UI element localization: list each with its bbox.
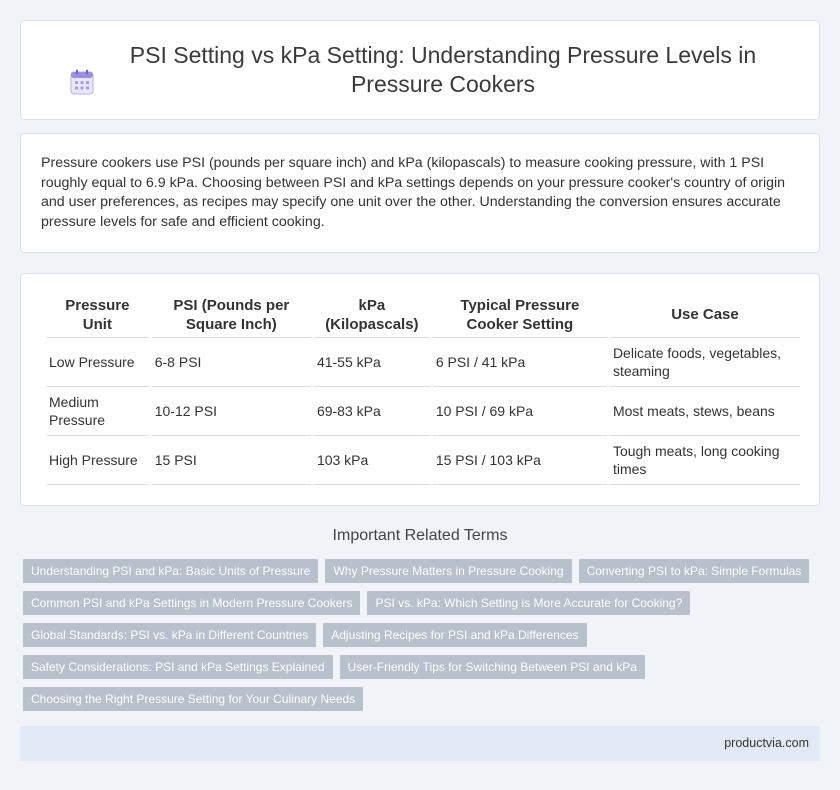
related-tag[interactable]: Global Standards: PSI vs. kPa in Different Countries [23, 623, 316, 647]
table-card [20, 273, 820, 506]
related-tag[interactable]: Converting PSI to kPa: Simple Formulas [579, 559, 810, 583]
column-header: Use Case [610, 292, 800, 338]
header-card [20, 20, 820, 120]
table-cell: Delicate foods, vegetables, steaming [610, 338, 800, 387]
table-cell: 103 kPa [314, 436, 430, 485]
pressure-table [43, 292, 803, 485]
related-tag[interactable]: User-Friendly Tips for Switching Between PSI and kPa [340, 655, 645, 679]
table-cell: 10-12 PSI [152, 387, 311, 436]
table-cell: 6-8 PSI [152, 338, 311, 387]
column-header: kPa (Kilopascals) [314, 292, 430, 338]
intro-card [20, 133, 820, 253]
table-cell: 6 PSI / 41 kPa [433, 338, 607, 387]
tag-row [23, 623, 823, 647]
tag-row [23, 591, 823, 615]
column-header: Typical Pressure Cooker Setting [433, 292, 607, 338]
table-header-row [46, 292, 800, 338]
related-tag[interactable]: Why Pressure Matters in Pressure Cooking [325, 559, 571, 583]
related-tag[interactable]: Understanding PSI and kPa: Basic Units of Pressure [23, 559, 318, 583]
footer-site-link[interactable]: productvia.com [724, 736, 809, 750]
title-wrap [70, 41, 770, 99]
tag-row [23, 687, 823, 711]
related-terms-title: Important Related Terms [332, 527, 508, 544]
related-tags [23, 559, 823, 719]
page-title: PSI Setting vs kPa Setting: Understanding Pressure Levels in Pressure Cookers [129, 42, 757, 97]
tag-row [23, 559, 823, 583]
table-cell: 15 PSI [152, 436, 311, 485]
table-cell: 41-55 kPa [314, 338, 430, 387]
tag-row [23, 655, 823, 679]
footer [20, 726, 820, 761]
related-tag[interactable]: Adjusting Recipes for PSI and kPa Differences [323, 623, 586, 647]
related-tag[interactable]: Common PSI and kPa Settings in Modern Pressure Cookers [23, 591, 360, 615]
table-cell: Medium Pressure [46, 387, 149, 436]
intro-text: Pressure cookers use PSI (pounds per square inch) and kPa (kilopascals) to measure cooking pressure, with 1 PSI roughly equal to 6.9 kPa. Choosing between PSI and kPa settings depends on your pressure cooker's country of origin and user preferences, as recipes may specify one unit over the other. Understanding the conversion ensures accurate pressure levels for safe and efficient cooking. [41, 155, 786, 230]
related-tag[interactable]: PSI vs. kPa: Which Setting is More Accurate for Cooking? [367, 591, 690, 615]
table-row [46, 387, 800, 436]
table-row [46, 338, 800, 387]
table-cell: High Pressure [46, 436, 149, 485]
table-cell: 10 PSI / 69 kPa [433, 387, 607, 436]
table-cell: 69-83 kPa [314, 387, 430, 436]
column-header: PSI (Pounds per Square Inch) [152, 292, 311, 338]
related-tag[interactable]: Choosing the Right Pressure Setting for Your Culinary Needs [23, 687, 363, 711]
table-cell: Tough meats, long cooking times [610, 436, 800, 485]
column-header: Pressure Unit [46, 292, 149, 338]
table-cell: Most meats, stews, beans [610, 387, 800, 436]
table-cell: 15 PSI / 103 kPa [433, 436, 607, 485]
calendar-icon [70, 69, 94, 95]
related-tag[interactable]: Safety Considerations: PSI and kPa Settings Explained [23, 655, 333, 679]
table-cell: Low Pressure [46, 338, 149, 387]
table-row [46, 436, 800, 485]
